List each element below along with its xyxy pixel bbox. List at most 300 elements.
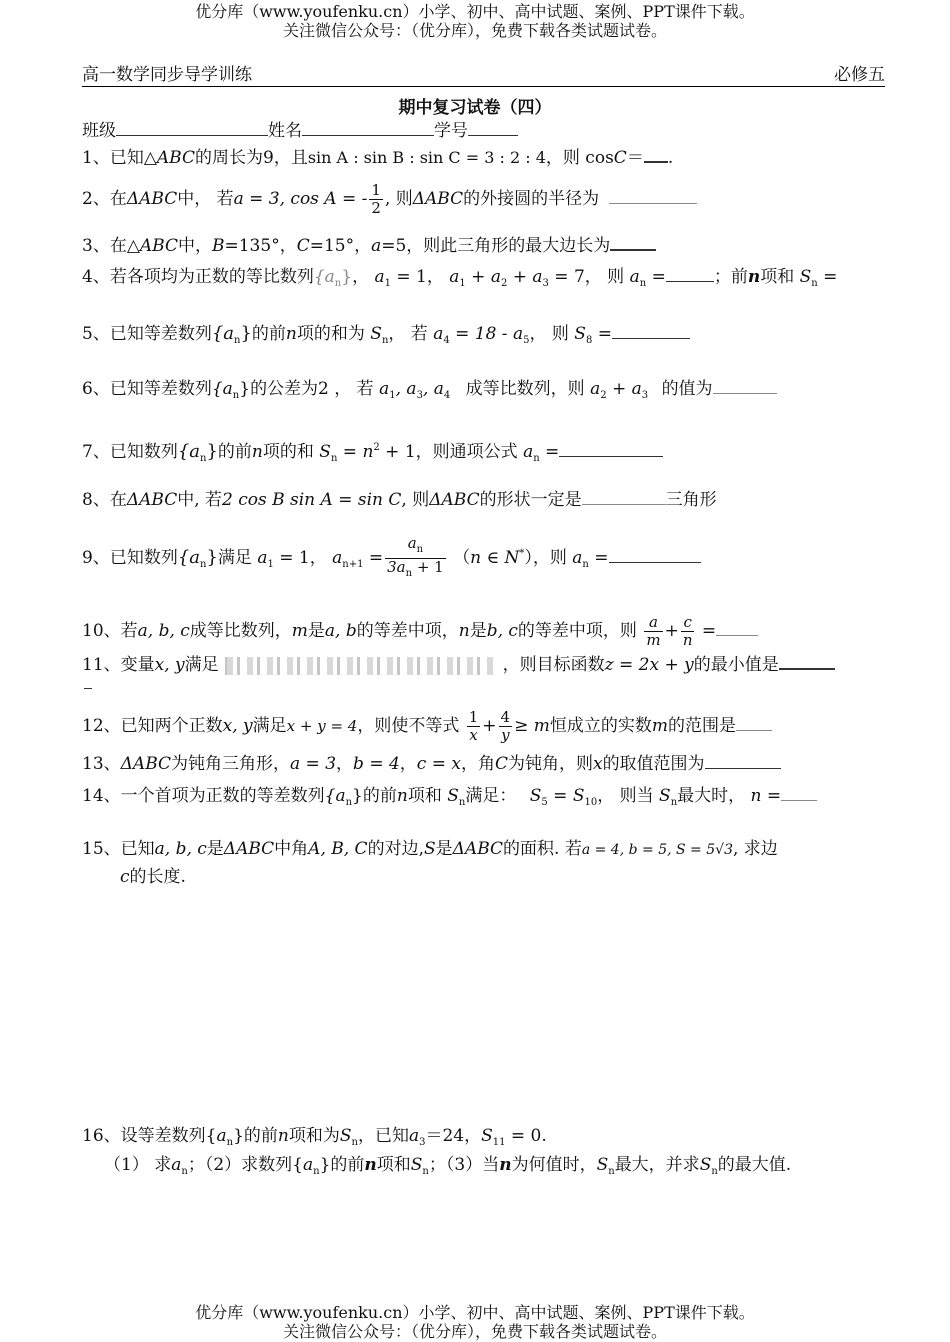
- text-q-q1-b: ABC: [156, 148, 195, 168]
- text-q-q1-e: ，则 cos: [545, 148, 614, 168]
- text-q-q13-d: ，: [336, 754, 354, 774]
- text-q-q6-g: 1: [389, 390, 396, 401]
- name-blank: [302, 121, 434, 136]
- text-q-q14-e: 的前: [362, 786, 397, 806]
- text-q-q9-l: =: [363, 548, 384, 568]
- text-q-q11-c: 满足: [184, 655, 219, 675]
- question-2: [82, 182, 697, 217]
- answer-blank: [609, 548, 701, 563]
- text-q-q15-o: c: [120, 867, 130, 887]
- q11-tail: [84, 688, 92, 689]
- text-q-q16-b: a: [216, 1126, 227, 1146]
- text-q-q2-g: , 则: [384, 189, 413, 209]
- text-q-q11-f: 的最小值是: [693, 655, 779, 675]
- text-q-q2-e: 1: [371, 181, 381, 199]
- text-q-q9-o: n: [416, 544, 424, 555]
- text-q-q6-h: , a: [395, 379, 417, 399]
- text-q-q12-h: 4: [500, 708, 511, 726]
- text-q-q14-l: 5: [541, 797, 548, 808]
- text-q-q4-e: ，: [352, 267, 370, 287]
- text-q-q4-a: 若各项均为正数的等比数列: [109, 267, 314, 287]
- text-q-q13-c: a = 3: [290, 754, 337, 774]
- text-q-q12-e: ，则使不等式: [357, 716, 460, 736]
- text-q-q13-e: b = 4: [353, 754, 400, 774]
- text-q-q16-a: 设等差数列{: [120, 1126, 217, 1146]
- text-q-q10-d: m: [291, 621, 308, 641]
- text-q-q3-d: B: [212, 236, 225, 256]
- text-q-q9-c: n: [200, 559, 207, 570]
- text-q-q12-m: 的范围是: [667, 716, 736, 736]
- answer-blank: [609, 189, 697, 204]
- answer-blank: [705, 754, 781, 769]
- text-q-q4-g: 1: [384, 278, 391, 289]
- text-q-q4-h: = 1: [390, 267, 427, 287]
- text-q-q13-g: c = x: [416, 754, 461, 774]
- question-10: 10、若a, b, c成等比数列，m是a, b的等差中项，n是b, c的等差中项，则 $\frac{a}{m}$ + $\frac{c}{n}$ =: [82, 614, 758, 649]
- text-q-q5-l: 4: [443, 335, 450, 346]
- text-q-q14-h: S: [447, 786, 459, 806]
- text-q-q11-d: ，则目标函数: [502, 655, 605, 675]
- text-q-q16-sub-l: ；（3）当: [428, 1155, 500, 1175]
- text-q-q5-p: ， 则: [529, 324, 569, 344]
- text-q-q11-b: x, y: [154, 655, 185, 675]
- text-q-q12-i: y: [501, 726, 510, 744]
- text-q-q10-f: a, b: [324, 621, 357, 641]
- text-q-q9-z: =: [588, 548, 609, 568]
- text-q-q10-p: n: [682, 631, 693, 649]
- text-q-q8-d: 2 cos B sin A = sin C: [222, 490, 402, 510]
- text-q-q14-o: 10: [584, 797, 598, 808]
- text-q-q10-k: 的等差中项，则: [517, 621, 637, 641]
- text-q-q6-a: 已知等差数列: [109, 379, 212, 399]
- text-q-q7-f: n: [251, 442, 263, 462]
- text-q-q12-c: 满足: [252, 716, 287, 736]
- text-q-q3-a: 在△: [109, 236, 140, 256]
- text-q-q15-l: a = 4, b = 5, S = 5√3: [581, 842, 733, 858]
- question-13: [82, 753, 781, 775]
- text-q-q10-a: 若: [120, 621, 138, 641]
- text-q-q5-n: 5、: [82, 324, 110, 344]
- text-q-q16-i: ，已知: [357, 1126, 409, 1146]
- text-q-q16-sub-g: }的前: [319, 1155, 365, 1175]
- text-q-q16-sub-c: n: [181, 1166, 188, 1177]
- text-q-q14-d: }: [352, 786, 363, 806]
- text-q-q16-sub-m: n: [499, 1155, 512, 1175]
- fraction-part: [644, 614, 662, 649]
- class-blank: [116, 121, 268, 136]
- text-q-q9-n: 9、: [82, 548, 110, 568]
- text-q-q13-a: ΔABC: [120, 754, 172, 774]
- header-left: 高一数学同步导学训练: [82, 65, 252, 85]
- question-15-cont: [120, 866, 186, 888]
- fraction-part: [369, 182, 383, 217]
- text-q-q2-n: 2、: [82, 189, 110, 209]
- text-q-q9-h: = 1: [273, 548, 310, 568]
- text-q-q14-u: n =: [750, 786, 782, 806]
- text-q-q9-j: a: [332, 548, 343, 568]
- text-q-q4-z: S: [799, 267, 812, 287]
- text-q-q6-i: 3: [416, 390, 423, 401]
- answer-blank: [736, 716, 772, 731]
- text-q-q9-t: （: [453, 548, 471, 568]
- text-q-q13-b: 为钝角三角形，: [171, 754, 291, 774]
- text-q-q1-n: 1、: [82, 148, 110, 168]
- text-q-q7-e: 的前: [217, 442, 252, 462]
- text-q-q7-r: =: [539, 442, 560, 462]
- text-q-q8-h: 三角形: [665, 490, 717, 510]
- text-q-q15-b: a, b, c: [154, 839, 207, 859]
- text-q-q6-k: 4: [443, 390, 451, 401]
- text-q-q5-r: S: [574, 324, 586, 344]
- text-q-q14-g: 项和: [407, 786, 442, 806]
- text-q-q7-l: + 1: [379, 442, 416, 462]
- watermark-bottom-line2: 关注微信公众号：（优分库），免费下载各类试题试卷。: [282, 1322, 667, 1341]
- answer-blank: [644, 147, 668, 163]
- text-q-q7-d: }: [206, 441, 218, 462]
- text-q-q7-m: ，则通项公式: [415, 442, 518, 462]
- text-q-q14-n: 14、: [82, 786, 121, 806]
- text-q-q15-e: 中角: [274, 839, 309, 859]
- id-label: 学号: [434, 121, 468, 141]
- answer-blank: [666, 267, 714, 282]
- text-q-q12-d: x + y = 4: [286, 717, 358, 735]
- text-q-q6-c: n: [232, 390, 240, 401]
- text-q-q4-l: + a: [465, 267, 501, 287]
- text-q-q6-o: 2: [600, 390, 607, 401]
- text-q-q5-c: n: [234, 335, 241, 346]
- question-9: [82, 535, 701, 582]
- text-q-q4-w: ；前: [713, 267, 748, 287]
- fraction-part: [385, 535, 446, 559]
- text-q-q7-j: = n: [337, 442, 374, 462]
- text-q-q15-h: S: [423, 839, 436, 859]
- question-4: [82, 266, 837, 295]
- text-q-q8-g: 的形状一定是: [479, 490, 582, 510]
- header-right: 必修五: [834, 65, 885, 85]
- text-q-q16-m: S: [481, 1126, 493, 1146]
- text-q-q7-i: n: [330, 453, 338, 464]
- text-q-q6-n: 6、: [82, 379, 110, 399]
- text-q-q16-e: n: [277, 1126, 289, 1146]
- text-q-q8-c: 中, 若: [177, 490, 223, 510]
- text-q-q5-h: S: [370, 324, 382, 344]
- text-q-q6-p: + a: [606, 379, 642, 399]
- text-q-q4-i: ，: [426, 267, 444, 287]
- text-q-q15-g: 的对边,: [367, 839, 424, 859]
- text-q-q1-a: 已知△: [109, 148, 157, 168]
- text-q-q9-k: n+1: [342, 559, 364, 570]
- text-q-q4-x: n: [747, 267, 761, 287]
- text-q-q16-l: ＝24，: [425, 1126, 482, 1146]
- text-q-q16-o: 11: [492, 1137, 506, 1148]
- text-q-q5-o: 5: [523, 335, 530, 346]
- text-q-q1-h: .: [667, 148, 674, 168]
- text-q-q2-b: ΔABC: [126, 189, 178, 209]
- text-q-q7-n: 7、: [82, 442, 110, 462]
- question-16: 16、设等差数列$\{a_n\}$的前n项和为$S_n$，已知$a_3=24$，$S_{11} = 0$.: [82, 1126, 547, 1148]
- text-q-q10-o: c: [681, 614, 695, 632]
- text-q-q11-n: 11、: [82, 655, 121, 675]
- text-q-q6-j: , a: [422, 379, 444, 399]
- text-q-q5-d: }: [240, 323, 252, 344]
- text-q-q2-a: 在: [109, 189, 127, 209]
- text-q-q4-n: 4、: [82, 267, 110, 287]
- text-q-q12-l: m: [651, 716, 668, 736]
- text-q-q5-j: ， 若: [388, 324, 428, 344]
- text-q-q16-sub-u: n: [711, 1166, 718, 1177]
- text-q-q16-sub-f: n: [313, 1166, 320, 1177]
- text-q-q14-a: 一个首项为正数的等差数列: [120, 786, 325, 806]
- fraction-part: [385, 559, 446, 582]
- text-q-q9-s: + 1: [412, 558, 444, 576]
- text-q-q15-f: A, B, C: [308, 839, 368, 859]
- text-q-q5-e: 的前: [251, 324, 286, 344]
- question-15: [82, 838, 778, 861]
- text-q-q8-a: 在: [109, 490, 127, 510]
- text-q-q3-c: 中，: [178, 236, 212, 256]
- watermark-bottom-line1: 优分库（www.youfenku.cn）小学、初中、高中试题、案例、PPT课件下载。: [195, 1303, 755, 1322]
- text-q-q8-e: , 则: [401, 490, 430, 510]
- text-q-q14-k: S: [529, 786, 542, 806]
- text-q-q1-c: 的周长为9，且: [195, 148, 308, 168]
- text-q-q3-f: C: [296, 236, 310, 256]
- text-q-q15-p: 的长度.: [129, 867, 186, 887]
- text-q-q6-f: a: [379, 379, 390, 399]
- text-q-q10-n: 10、: [82, 621, 121, 641]
- text-q-q16-sub-p: S: [596, 1155, 609, 1175]
- text-q-q4-j: a: [449, 267, 460, 287]
- page-header: [82, 64, 885, 87]
- text-q-q12-f: 1: [468, 708, 479, 726]
- text-q-q14-s: n: [670, 797, 678, 808]
- text-q-q6-m: a: [590, 379, 601, 399]
- text-q-q3-h: a: [371, 236, 382, 256]
- question-6: [82, 378, 777, 407]
- question-3: [82, 235, 656, 257]
- text-q-q6-l: 成等比数列，则: [465, 379, 585, 399]
- text-q-q2-i: 的外接圆的半径为: [463, 189, 600, 209]
- text-q-q14-i: n: [458, 797, 466, 808]
- watermark-top-line2: 关注微信公众号：（优分库），免费下载各类试题试卷。: [282, 21, 667, 40]
- text-q-q9-u: n ∈ N: [470, 548, 520, 568]
- text-q-q8-b: ΔABC: [126, 490, 178, 510]
- text-q-q16-j: a: [408, 1126, 420, 1146]
- text-q-q1-g: ＝: [626, 148, 644, 168]
- text-q-q10-l: a: [644, 614, 662, 632]
- text-q-q16-f: 项和为: [288, 1126, 340, 1146]
- text-q-q7-c: n: [200, 453, 207, 464]
- text-q-q9-d: }: [206, 547, 218, 568]
- text-q-q5-g: 项的和为: [296, 324, 365, 344]
- text-q-q4-m: 2: [500, 278, 508, 289]
- text-q-q5-t: =: [592, 324, 612, 344]
- text-q-q9-p: 3a: [387, 558, 406, 576]
- text-q-q14-j: 满足：: [465, 786, 517, 806]
- text-q-q15-c: 是: [206, 839, 224, 859]
- text-q-q3-g: =15°，: [309, 236, 372, 256]
- fraction-part: [681, 614, 695, 649]
- text-q-q4-c: n: [334, 278, 342, 289]
- text-q-q5-b: {a: [211, 323, 235, 344]
- text-q-q16-sub-k: n: [422, 1166, 429, 1177]
- text-q-q14-p: ， 则当: [597, 786, 654, 806]
- text-q-q16-sub-e: a: [302, 1155, 314, 1175]
- text-q-q3-e: =135°，: [224, 236, 297, 256]
- text-q-q10-b: a, b, c: [137, 621, 190, 641]
- text-q-q4-b: {a: [313, 267, 335, 287]
- answer-blank: [559, 442, 663, 457]
- text-q-q16-sub-h: n: [364, 1155, 377, 1175]
- answer-blank: [610, 235, 656, 251]
- answer-blank: [612, 324, 690, 339]
- page-title: 期中复习试卷（四）: [398, 98, 552, 118]
- text-q-q14-r: S: [659, 786, 671, 806]
- text-q-q9-m: a: [407, 534, 417, 552]
- text-q-q2-f: 2: [371, 199, 381, 217]
- text-q-q6-e: 的公差为2 ， 若: [250, 379, 374, 399]
- text-q-q4-z2: n: [811, 278, 818, 289]
- answer-blank: [716, 621, 758, 636]
- text-q-q10-h: n: [458, 621, 470, 641]
- text-q-q4-p: 3: [542, 278, 549, 289]
- text-q-q12-b: x, y: [222, 716, 253, 736]
- text-q-q9-y: n: [582, 559, 589, 570]
- text-q-q13-i: C: [494, 754, 508, 774]
- text-q-q7-h: S: [319, 442, 331, 462]
- text-q-q16-sub-a: （1） 求: [104, 1155, 172, 1175]
- text-q-q7-o: a: [523, 442, 534, 462]
- text-q-q2-c: 中， 若: [177, 189, 234, 209]
- question-14: [82, 785, 817, 814]
- watermark-top-line1: 优分库（www.youfenku.cn）小学、初中、高中试题、案例、PPT课件下载。: [195, 2, 755, 21]
- question-11: [82, 654, 835, 676]
- text-q-q9-b: {a: [177, 547, 201, 568]
- text-q-q7-k: 2: [373, 442, 380, 453]
- text-q-q7-g: 项的和: [262, 442, 314, 462]
- text-q-q14-f: n: [396, 786, 408, 806]
- question-5: [82, 323, 690, 352]
- text-q-q4-f: a: [374, 267, 385, 287]
- text-q-q16-sub-v: 的最大值.: [717, 1155, 792, 1175]
- name-label: 姓名: [268, 121, 302, 141]
- text-q-q2-h: ΔABC: [412, 189, 464, 209]
- text-q-q12-j: ≥ m: [514, 716, 550, 736]
- text-q-q7-p: n: [533, 453, 540, 464]
- text-q-q15-a: 已知: [120, 839, 155, 859]
- text-q-q10-e: 是: [307, 621, 325, 641]
- text-q-q1-d: sin A : sin B : sin C = 3 : 2 : 4: [307, 148, 546, 167]
- text-q-q14-m: = S: [547, 786, 585, 806]
- text-q-q16-p: = 0: [505, 1126, 542, 1146]
- text-q-q9-w: ），则: [524, 548, 567, 568]
- text-q-q13-l: 的取值范围为: [602, 754, 705, 774]
- fraction-part: [499, 709, 513, 744]
- text-q-q16-sub-j: S: [410, 1155, 423, 1175]
- text-q-q9-a: 已知数列: [109, 548, 178, 568]
- text-q-q4-z3: =: [817, 267, 838, 287]
- text-q-q14-t: 最大时，: [677, 786, 746, 806]
- text-q-q6-d: }: [239, 379, 251, 399]
- text-q-q15-n: 15、: [82, 839, 121, 859]
- text-q-q9-g: 1: [267, 559, 274, 570]
- text-q-q4-k: 1: [459, 278, 466, 289]
- text-q-q4-d: }: [341, 267, 353, 287]
- text-q-q10-m: m: [646, 631, 661, 649]
- text-q-q7-b: {a: [177, 441, 201, 462]
- text-q-q4-t: a: [629, 267, 640, 287]
- text-q-q14-b: {a: [324, 786, 346, 806]
- text-q-q10-g: 的等差中项，: [356, 621, 459, 641]
- text-q-q13-k: x: [592, 754, 603, 774]
- text-q-q10-j: b, c: [486, 621, 518, 641]
- text-q-q5-m: = 18 - a: [449, 324, 524, 344]
- text-q-q6-s: 的值为: [661, 379, 713, 399]
- text-q-q9-e: 满足: [217, 548, 252, 568]
- text-q-q11-a: 变量: [120, 655, 155, 675]
- text-q-q4-o: + a: [507, 267, 543, 287]
- answer-blank: [582, 490, 666, 505]
- text-q-q16-sub-d: ；（2）求数列{: [187, 1155, 303, 1175]
- text-q-q4-y: 项和: [760, 267, 795, 287]
- fraction-part: [467, 709, 481, 744]
- text-q-q8-f: ΔABC: [429, 490, 480, 510]
- text-q-q12-g: x: [469, 726, 478, 744]
- text-q-q9-r: n: [405, 568, 413, 579]
- question-7: [82, 437, 663, 470]
- text-q-q5-i: n: [381, 335, 389, 346]
- text-q-q16-h: n: [351, 1137, 358, 1148]
- text-q-q13-h: ，角: [460, 754, 495, 774]
- text-q-q3-n: 3、: [82, 236, 110, 256]
- text-q-q16-k: 3: [419, 1137, 426, 1148]
- text-q-q4-s: ， 则: [584, 267, 625, 287]
- text-q-q15-m: , 求边: [732, 839, 778, 859]
- text-q-q15-k: 的面积. 若: [503, 839, 582, 859]
- text-q-q16-n: 16、: [82, 1126, 121, 1146]
- text-q-q11-e: z = 2x + y: [604, 655, 694, 675]
- text-q-q16-sub-s: 最大，并求: [614, 1155, 700, 1175]
- question-8: [82, 489, 717, 511]
- text-q-q4-v: =: [646, 267, 666, 287]
- text-q-q13-n: 13、: [82, 754, 121, 774]
- answer-blank: [779, 654, 835, 670]
- text-q-q9-i: ，: [309, 548, 327, 568]
- text-q-q12-n: 12、: [82, 716, 121, 736]
- text-q-q16-d: }的前: [233, 1126, 278, 1146]
- text-q-q5-a: 已知等差数列: [109, 324, 212, 344]
- text-q-q12-a: 已知两个正数: [120, 716, 223, 736]
- question-12: 12、已知两个正数x, y满足x + y = 4，则使不等式 $\frac{1}{x}$ + $\frac{4}{y}$ ≥ m恒成立的实数m的范围是: [82, 709, 772, 744]
- text-q-q4-r: = 7: [548, 267, 585, 287]
- text-q-q16-sub-i: 项和: [376, 1155, 411, 1175]
- text-q-q16-sub-b: a: [171, 1155, 182, 1175]
- text-q-q6-r: 3: [641, 390, 649, 401]
- fraction-part: [385, 535, 446, 582]
- text-q-q16-c: n: [226, 1137, 234, 1148]
- class-label: 班级: [82, 121, 116, 141]
- text-q-q16-sub-r: n: [608, 1166, 615, 1177]
- text-q-q13-j: 为钝角，则: [507, 754, 593, 774]
- text-q-q1-f: C: [613, 148, 627, 168]
- answer-blank: [713, 379, 777, 394]
- text-q-q10-r: =: [696, 621, 717, 641]
- text-q-q8-n: 8、: [82, 490, 110, 510]
- text-q-q3-b: ABC: [139, 236, 178, 256]
- text-q-q15-j: ΔABC: [452, 839, 504, 859]
- text-q-q10-c: 成等比数列，: [189, 621, 292, 641]
- text-q-q15-d: ΔABC: [223, 839, 275, 859]
- text-q-q13-f: ，: [399, 754, 417, 774]
